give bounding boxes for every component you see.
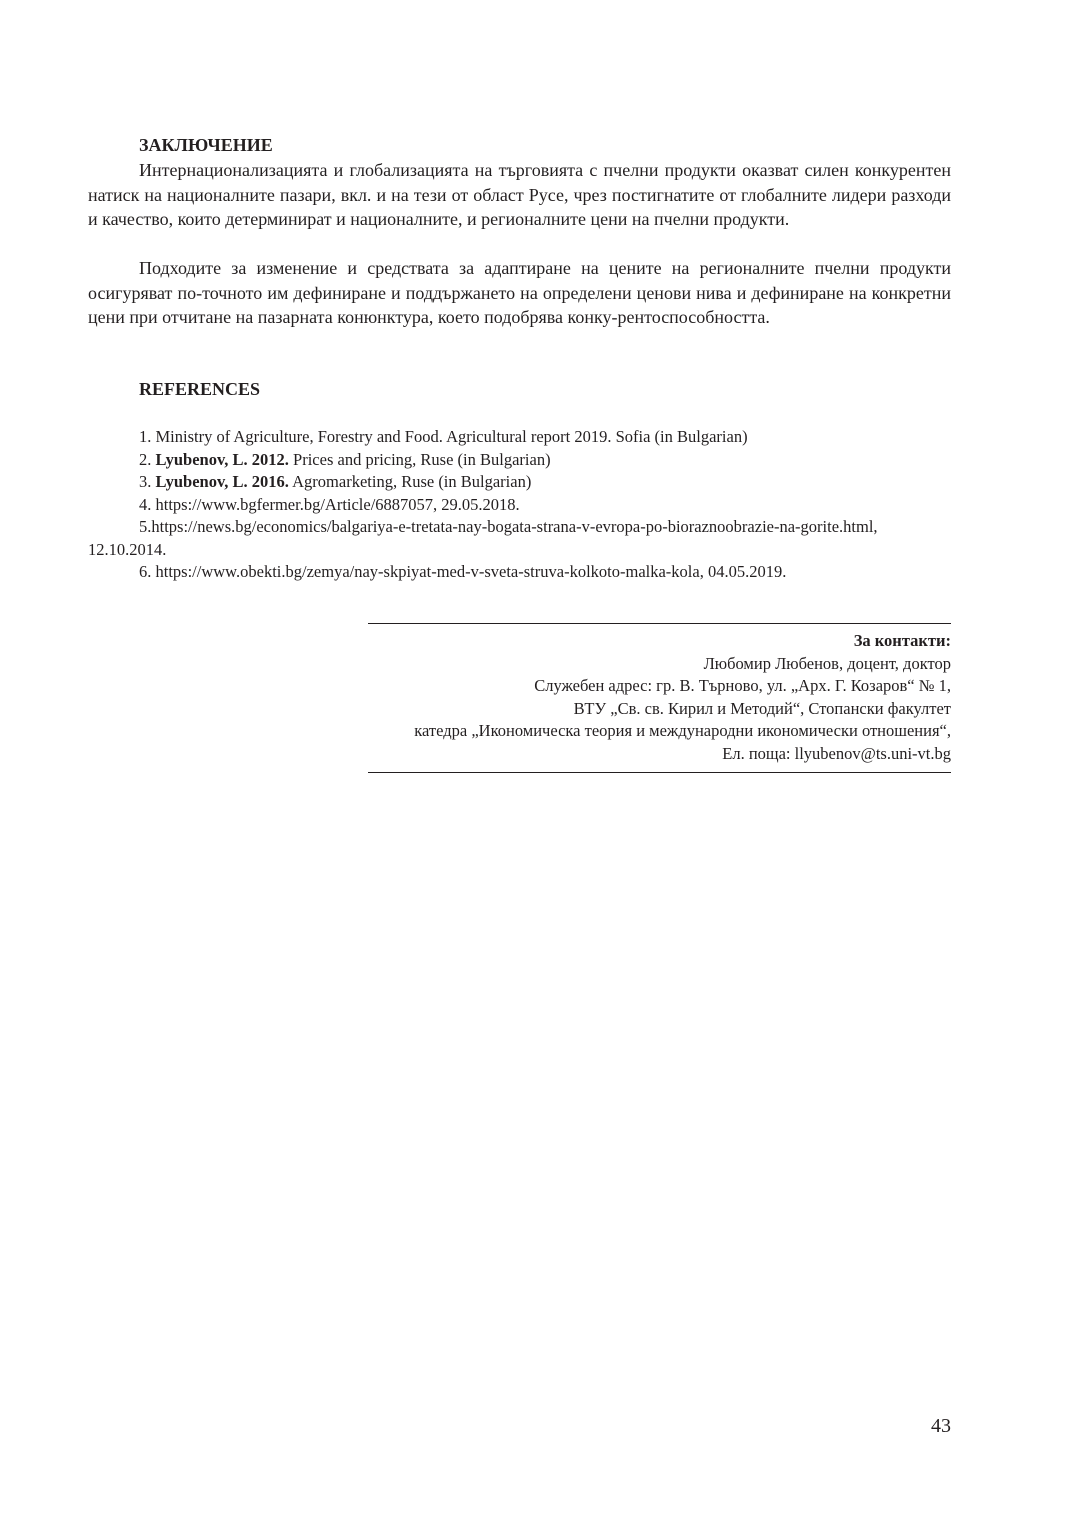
contacts-top-divider [368, 623, 951, 624]
contacts-title: За контакти: [853, 631, 951, 650]
reference-number: 6. [139, 562, 156, 581]
reference-number: 4. [139, 494, 156, 514]
conclusion-heading: ЗАКЛЮЧЕНИЕ [139, 135, 273, 155]
reference-item-3 [88, 471, 951, 494]
contact-name: Любомир Любенов, доцент, доктор [703, 653, 951, 673]
contacts-block [300, 630, 951, 765]
conclusion-paragraph-1: Интернационализацията и глобализацията на търговията с пчелни продукти оказват силен конкурентен натиск на националните пазари, вкл. и на тези от област Русе, чрез постигнатите от глобалните лидери разходи и качество, които детерминират и националните, и регионалните цени на пчелни продукти. [88, 160, 951, 229]
conclusion-paragraph-2: Подходите за изменение и средствата за адаптиране на цените на регионалните пчелни продукти осигуряват по-точното им дефиниране и поддържането на определени ценови нива и дефиниране на конкретни цени при отчитане на пазарната конюнктура, което подобрява конку-рентоспособността. [88, 258, 951, 327]
reference-text: Agromarketing, Ruse (in Bulgarian) [288, 472, 532, 491]
reference-item-4 [88, 494, 951, 517]
reference-text: https://www.bgfermer.bg/Article/6887057, 29.05.2018. [155, 494, 520, 514]
page-number: 43 [931, 1415, 951, 1437]
contact-department: катедра „Икономическа теория и международни икономически отношения“, [414, 721, 951, 740]
reference-item-5 [88, 516, 951, 561]
reference-item-6 [88, 561, 951, 584]
references-list [88, 426, 951, 584]
reference-text: https://news.bg/economics/balgariya-e-tretata-nay-bogata-strana-v-evropa-po-bioraznoobrazie-na-gorite.html, 12.10.2014. [88, 517, 878, 559]
contact-email: Ел. поща: llyubenov@ts.uni-vt.bg [722, 743, 951, 763]
reference-number: 3. [139, 472, 156, 491]
contact-university: ВТУ „Св. св. Кирил и Методий“, Стопански факултет [573, 698, 951, 718]
reference-item-2 [88, 449, 951, 472]
reference-text: Prices and pricing, Ruse (in Bulgarian) [288, 449, 551, 469]
contacts-bottom-divider [368, 772, 951, 773]
contact-address: Служебен адрес: гр. В. Търново, ул. „Арх. Г. Козаров“ № 1, [534, 676, 951, 695]
reference-author: Lyubenov, L. 2012. [155, 449, 289, 469]
reference-number: 1. [139, 427, 156, 446]
reference-number: 5. [139, 517, 152, 536]
reference-text: Ministry of Agriculture, Forestry and Food. Agricultural report 2019. Sofia (in Bulgarian) [155, 427, 748, 446]
reference-item-1 [88, 426, 951, 449]
reference-author: Lyubenov, L. 2016. [155, 472, 289, 491]
reference-text: https://www.obekti.bg/zemya/nay-skpiyat-med-v-sveta-struva-kolkoto-malka-kola, 04.05.2019. [155, 562, 787, 581]
reference-number: 2. [139, 449, 156, 469]
references-heading: REFERENCES [139, 379, 261, 399]
